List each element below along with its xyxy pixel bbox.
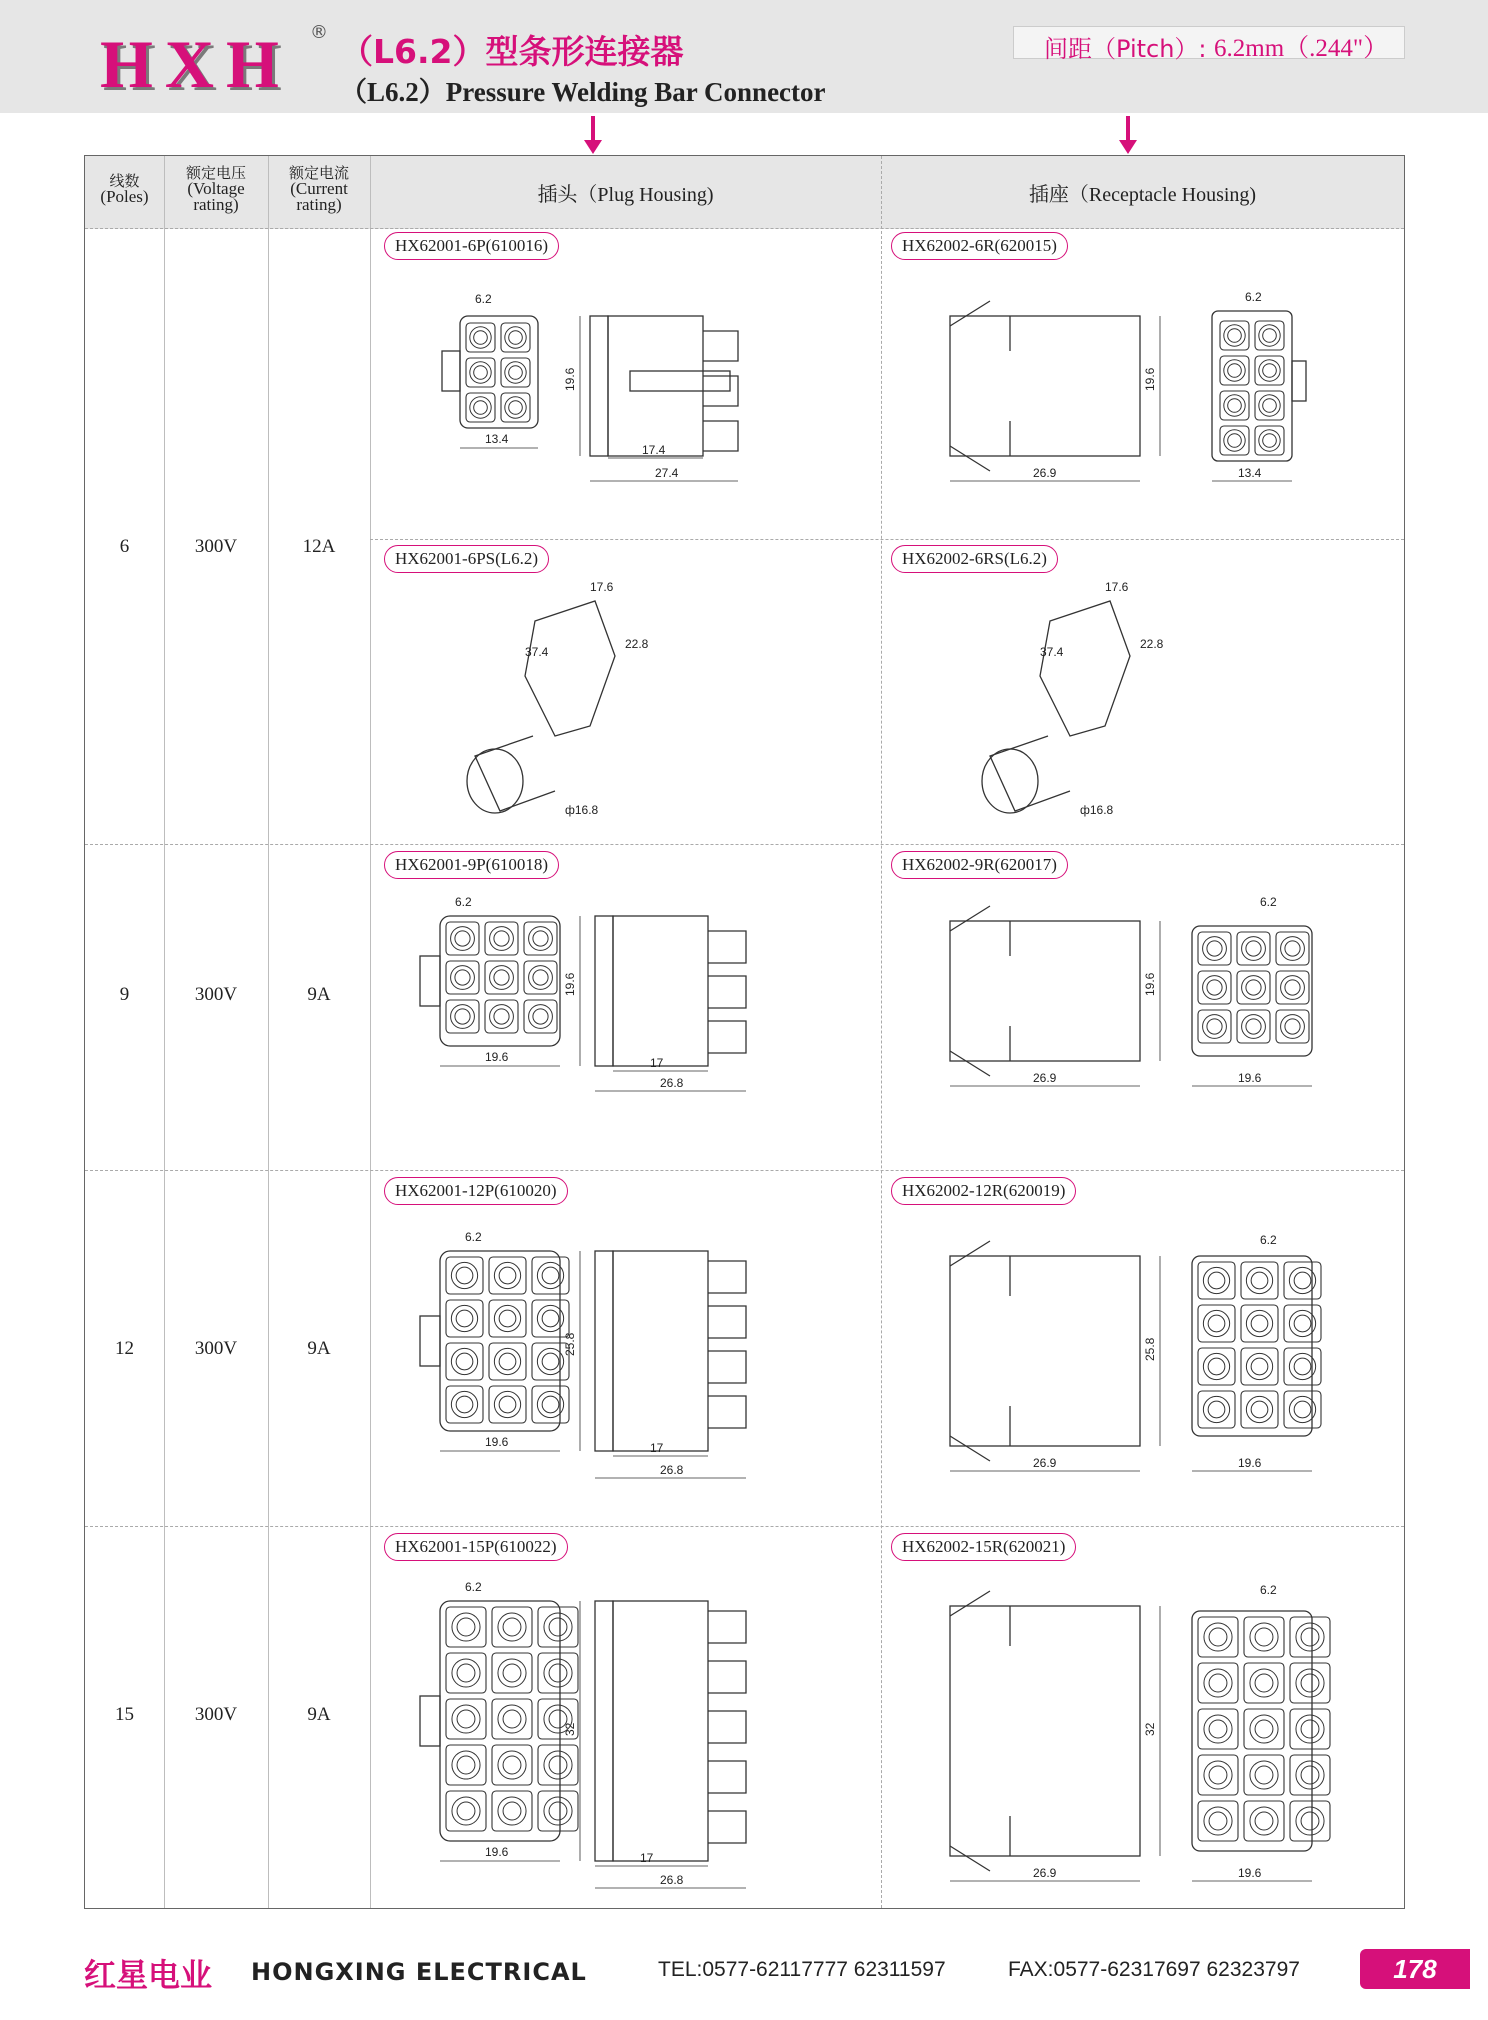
svg-text:17: 17 (640, 1851, 654, 1865)
contact-circle (455, 1009, 470, 1024)
contact-cavity (1220, 321, 1249, 350)
contact-circle (533, 1009, 548, 1024)
contact-cavity (1220, 426, 1249, 455)
col-divider (370, 156, 371, 1908)
poles-cell: 15 (115, 1704, 134, 1725)
contact-circle (1296, 1669, 1324, 1697)
pitch-label: 间距（Pitch）: (1044, 35, 1207, 63)
svg-text:17.4: 17.4 (642, 443, 666, 457)
row-divider (370, 539, 1404, 540)
contact-circle (1246, 980, 1261, 995)
contact-circle (1250, 1623, 1278, 1651)
part-number-tag: HX62002-15R(620021) (891, 1533, 1076, 1561)
contact-circle (503, 1710, 521, 1728)
contact-circle (499, 1353, 516, 1370)
contact-circle (1259, 430, 1280, 451)
contact-circle (1301, 1812, 1319, 1830)
contact-circle (1285, 1019, 1300, 1034)
svg-text:6.2: 6.2 (1260, 1583, 1277, 1597)
contact-circle (1228, 434, 1242, 448)
svg-text:13.4: 13.4 (485, 432, 509, 446)
contact-circle (455, 970, 470, 985)
company-name-cn: 红星电业 (84, 1956, 213, 1994)
contact-circle (1263, 364, 1277, 378)
contact-circle (1209, 1628, 1227, 1646)
contact-circle (505, 327, 526, 348)
contact-circle (1301, 1674, 1319, 1692)
contact-circle (494, 1391, 520, 1417)
plug-15p-drawing (410, 1576, 870, 1896)
contact-circle (1228, 399, 1242, 413)
contact-circle (494, 970, 509, 985)
svg-text:19.6: 19.6 (563, 972, 577, 996)
svg-text:19.6: 19.6 (1238, 1866, 1262, 1880)
contact-circle (1255, 1628, 1273, 1646)
svg-text:ф16.8: ф16.8 (1080, 803, 1114, 817)
voltage-header: 额定电压 (Voltage rating) (185, 164, 246, 214)
plug-12p-drawing (410, 1226, 870, 1491)
voltage-cell: 300V (194, 536, 238, 557)
svg-text:25.8: 25.8 (563, 1332, 577, 1356)
contact-circle (456, 1353, 473, 1370)
contact-circle (544, 1797, 572, 1825)
contact-circle (1204, 1807, 1232, 1835)
contact-cavity (466, 393, 495, 422)
company-name-en: HONGXING ELECTRICAL (251, 1958, 587, 1986)
svg-text:26.8: 26.8 (660, 1463, 684, 1477)
contact-cavity (1255, 321, 1284, 350)
contact-circle (494, 1009, 509, 1024)
contact-circle (1255, 1766, 1273, 1784)
contact-cavities (446, 922, 557, 1033)
plug-6p-drawing (430, 281, 870, 526)
contact-circle (1209, 1720, 1227, 1738)
svg-text:13.4: 13.4 (1238, 466, 1262, 480)
contact-circle (1203, 1353, 1229, 1379)
contact-circle (503, 1802, 521, 1820)
current-header: 额定电流 (Current rating) (288, 164, 349, 214)
contact-circle (505, 397, 526, 418)
contact-circle (544, 1751, 572, 1779)
svg-text:26.8: 26.8 (660, 1873, 684, 1887)
contact-circle (1250, 1807, 1278, 1835)
svg-text:22.8: 22.8 (1140, 637, 1164, 651)
contact-circle (451, 966, 475, 990)
contact-circle (503, 1664, 521, 1682)
receptacle-header: 插座（Receptacle Housing) (1028, 184, 1257, 206)
page-title-cn: （L6.2）型条形连接器 (340, 32, 684, 71)
contact-circle (1259, 395, 1280, 416)
svg-text:19.6: 19.6 (563, 367, 577, 391)
contact-circle (499, 1267, 516, 1284)
part-number-tag: HX62002-6R(620015) (891, 232, 1068, 260)
current-cell: 9A (307, 1338, 331, 1359)
svg-text:26.9: 26.9 (1033, 466, 1057, 480)
svg-text:22.8: 22.8 (625, 637, 649, 651)
contact-circle (1281, 1015, 1305, 1039)
contact-circle (1224, 360, 1245, 381)
svg-text:27.4: 27.4 (655, 466, 679, 480)
part-number-tag: HX62002-6RS(L6.2) (891, 545, 1058, 573)
contact-cavity (466, 358, 495, 387)
receptacle-12r-drawing (930, 1226, 1390, 1491)
contact-circle (549, 1664, 567, 1682)
contact-circle (1203, 976, 1227, 1000)
svg-text:6.2: 6.2 (455, 895, 472, 909)
contact-circle (533, 970, 548, 985)
contact-circle (1246, 1267, 1272, 1293)
svg-text:17: 17 (650, 1056, 664, 1070)
contact-circle (542, 1310, 559, 1327)
contact-circle (456, 1310, 473, 1327)
svg-text:6.2: 6.2 (475, 292, 492, 306)
contact-circle (490, 1005, 514, 1029)
contact-circle (1255, 1720, 1273, 1738)
arrow-down-icon (1126, 116, 1130, 142)
svg-text:6.2: 6.2 (465, 1230, 482, 1244)
contact-circle (498, 1705, 526, 1733)
part-number-tag: HX62001-9P(610018) (384, 851, 559, 879)
contact-circle (542, 1353, 559, 1370)
contact-circle (457, 1802, 475, 1820)
svg-text:6.2: 6.2 (465, 1580, 482, 1594)
col-divider (881, 156, 882, 1908)
contact-circle (1246, 941, 1261, 956)
col-divider (164, 156, 165, 1908)
contact-circle (544, 1705, 572, 1733)
page-number: 178 (1360, 1949, 1470, 1989)
contact-circle (1207, 980, 1222, 995)
svg-text:37.4: 37.4 (525, 645, 549, 659)
contact-circle (470, 327, 491, 348)
svg-text:6.2: 6.2 (1260, 895, 1277, 909)
contact-cavities (446, 1607, 578, 1831)
contact-circle (451, 1262, 477, 1288)
receptacle-9r-drawing (930, 886, 1390, 1106)
contact-circle (498, 1751, 526, 1779)
contact-circle (1203, 1310, 1229, 1336)
contact-circle (1209, 1674, 1227, 1692)
contact-circle (455, 931, 470, 946)
svg-text:26.9: 26.9 (1033, 1456, 1057, 1470)
contact-circle (474, 401, 488, 415)
row-divider (85, 1526, 1404, 1527)
contact-cavity (1255, 391, 1284, 420)
contact-circle (509, 366, 523, 380)
contact-circle (452, 1705, 480, 1733)
contact-circle (529, 1005, 553, 1029)
page-title-en: （L6.2）Pressure Welding Bar Connector (340, 77, 826, 107)
contact-circle (457, 1618, 475, 1636)
contact-circle (1246, 1310, 1272, 1336)
contact-circle (1204, 1715, 1232, 1743)
contact-circle (1204, 1761, 1232, 1789)
plug-header: 插头（Plug Housing) (537, 184, 714, 206)
part-number-tag: HX62001-6PS(L6.2) (384, 545, 549, 573)
contact-circle (1228, 364, 1242, 378)
svg-text:25.8: 25.8 (1143, 1337, 1157, 1361)
contact-circle (1224, 395, 1245, 416)
contact-cavities (466, 323, 530, 422)
contact-circle (549, 1802, 567, 1820)
svg-text:19.6: 19.6 (485, 1845, 509, 1859)
contact-circle (1263, 434, 1277, 448)
contact-circle (1301, 1766, 1319, 1784)
contact-circle (1208, 1272, 1225, 1289)
svg-text:17.6: 17.6 (590, 580, 614, 594)
contact-circle (470, 362, 491, 383)
contact-circle (542, 1396, 559, 1413)
pitch-badge (1013, 26, 1405, 63)
col-divider (268, 156, 269, 1908)
svg-text:26.8: 26.8 (660, 1076, 684, 1090)
svg-text:37.4: 37.4 (1040, 645, 1064, 659)
contact-cavities (446, 1257, 569, 1423)
telephone: TEL:0577-62117777 62311597 (658, 1958, 946, 1981)
fax: FAX:0577-62317697 62323797 (1008, 1958, 1300, 1981)
contact-circle (533, 931, 548, 946)
contact-circle (1224, 325, 1245, 346)
receptacle-15r-drawing (930, 1576, 1390, 1896)
contact-circle (1263, 329, 1277, 343)
contact-cavity (1255, 426, 1284, 455)
svg-text:6.2: 6.2 (1245, 290, 1262, 304)
contact-circle (494, 1348, 520, 1374)
contact-circle (451, 1391, 477, 1417)
contact-circle (1250, 1715, 1278, 1743)
contact-circle (499, 1396, 516, 1413)
contact-circle (503, 1618, 521, 1636)
contact-circle (529, 966, 553, 990)
registered-mark: ® (310, 22, 328, 43)
contact-cavity (466, 323, 495, 352)
contact-circle (1250, 1761, 1278, 1789)
svg-text:19.6: 19.6 (1143, 367, 1157, 391)
contact-circle (498, 1613, 526, 1641)
contact-circle (1209, 1766, 1227, 1784)
voltage-cell: 300V (194, 1338, 238, 1359)
contact-circle (1204, 1669, 1232, 1697)
contact-circle (1294, 1401, 1311, 1418)
contact-circle (498, 1797, 526, 1825)
svg-text:6.2: 6.2 (1260, 1233, 1277, 1247)
contact-circle (451, 1005, 475, 1029)
contact-circle (503, 1756, 521, 1774)
connector-table (84, 155, 1405, 1909)
contact-circle (549, 1710, 567, 1728)
contact-circle (498, 1659, 526, 1687)
svg-text:19.6: 19.6 (1238, 1456, 1262, 1470)
contact-circle (1259, 360, 1280, 381)
contact-circle (1208, 1358, 1225, 1375)
receptacle-6rs-iso-drawing (930, 576, 1230, 826)
contact-circle (1207, 1019, 1222, 1034)
contact-circle (490, 966, 514, 990)
voltage-cell: 300V (194, 1704, 238, 1725)
svg-text:19.6: 19.6 (485, 1435, 509, 1449)
contact-circle (452, 1659, 480, 1687)
plug-6ps-iso-drawing (415, 576, 715, 826)
contact-circle (1246, 1353, 1272, 1379)
part-number-tag: HX62001-6P(610016) (384, 232, 559, 260)
contact-circle (529, 927, 553, 951)
contact-circle (1296, 1761, 1324, 1789)
contact-circle (1301, 1720, 1319, 1738)
contact-circle (451, 927, 475, 951)
poles-header: 线数 (Poles) (100, 172, 149, 206)
contact-circle (1285, 980, 1300, 995)
contact-circle (1251, 1401, 1268, 1418)
current-cell: 9A (307, 984, 331, 1005)
pitch-value: 6.2mm（.244"） (1214, 35, 1389, 62)
contact-circle (457, 1664, 475, 1682)
current-cell: 12A (302, 536, 336, 557)
contact-circle (544, 1613, 572, 1641)
contact-circle (1251, 1315, 1268, 1332)
part-number-tag: HX62001-12P(610020) (384, 1177, 568, 1205)
contact-circle (1296, 1715, 1324, 1743)
contact-circle (544, 1659, 572, 1687)
contact-circle (470, 397, 491, 418)
contact-cavities (1198, 1617, 1330, 1841)
contact-circle (1203, 937, 1227, 961)
contact-circle (1255, 1674, 1273, 1692)
svg-text:17.6: 17.6 (1105, 580, 1129, 594)
contact-circle (1246, 1019, 1261, 1034)
contact-cavity (501, 358, 530, 387)
contact-circle (457, 1710, 475, 1728)
contact-circle (1250, 1669, 1278, 1697)
contact-circle (1294, 1272, 1311, 1289)
contact-circle (1281, 937, 1305, 961)
contact-circle (509, 331, 523, 345)
receptacle-6r-drawing (930, 281, 1370, 526)
part-number-tag: HX62001-15P(610022) (384, 1533, 568, 1561)
contact-circle (1281, 976, 1305, 1000)
contact-circle (1255, 1812, 1273, 1830)
contact-circle (1242, 976, 1266, 1000)
contact-circle (1203, 1396, 1229, 1422)
plug-9p-drawing (410, 886, 870, 1106)
contact-circle (494, 1262, 520, 1288)
contact-circle (1294, 1358, 1311, 1375)
contact-circle (509, 401, 523, 415)
svg-text:ф16.8: ф16.8 (565, 803, 599, 817)
contact-circle (494, 1305, 520, 1331)
contact-circle (1207, 941, 1222, 956)
contact-circle (474, 366, 488, 380)
row-divider (85, 844, 1404, 845)
contact-circle (549, 1756, 567, 1774)
poles-cell: 9 (119, 984, 130, 1005)
contact-circle (456, 1396, 473, 1413)
contact-circle (1208, 1401, 1225, 1418)
contact-circle (505, 362, 526, 383)
contact-cavities (1198, 932, 1309, 1043)
svg-text:26.9: 26.9 (1033, 1071, 1057, 1085)
contact-circle (1294, 1315, 1311, 1332)
brand-logo: HXH (100, 26, 291, 102)
part-number-tag: HX62002-9R(620017) (891, 851, 1068, 879)
contact-cavity (1220, 356, 1249, 385)
contact-circle (452, 1613, 480, 1641)
contact-circle (452, 1797, 480, 1825)
contact-circle (1208, 1315, 1225, 1332)
svg-text:17: 17 (650, 1441, 664, 1455)
svg-text:19.6: 19.6 (1238, 1071, 1262, 1085)
contact-circle (1296, 1807, 1324, 1835)
contact-circle (1301, 1628, 1319, 1646)
contact-circle (1251, 1358, 1268, 1375)
contact-cavity (501, 393, 530, 422)
contact-circle (1204, 1623, 1232, 1651)
contact-circle (451, 1305, 477, 1331)
contact-circle (452, 1751, 480, 1779)
row-divider (85, 1170, 1404, 1171)
svg-text:32: 32 (1143, 1722, 1157, 1736)
contact-circle (1242, 1015, 1266, 1039)
contact-circle (456, 1267, 473, 1284)
contact-circle (490, 927, 514, 951)
contact-circle (499, 1310, 516, 1327)
contact-circle (1263, 399, 1277, 413)
contact-circle (1246, 1396, 1272, 1422)
contact-cavity (1220, 391, 1249, 420)
contact-circle (1285, 941, 1300, 956)
contact-cavities (1220, 321, 1284, 455)
contact-circle (474, 331, 488, 345)
contact-circle (542, 1267, 559, 1284)
contact-circle (1296, 1623, 1324, 1651)
contact-circle (1203, 1267, 1229, 1293)
svg-text:32: 32 (563, 1722, 577, 1736)
contact-circle (1209, 1812, 1227, 1830)
contact-circle (1259, 325, 1280, 346)
part-number-tag: HX62002-12R(620019) (891, 1177, 1076, 1205)
contact-circle (1203, 1015, 1227, 1039)
contact-circle (457, 1756, 475, 1774)
voltage-cell: 300V (194, 984, 238, 1005)
contact-circle (494, 931, 509, 946)
contact-circle (1224, 430, 1245, 451)
svg-text:19.6: 19.6 (485, 1050, 509, 1064)
current-cell: 9A (307, 1704, 331, 1725)
contact-circle (1242, 937, 1266, 961)
svg-text:19.6: 19.6 (1143, 972, 1157, 996)
poles-cell: 12 (115, 1338, 134, 1359)
contact-cavities (1198, 1262, 1321, 1428)
poles-cell: 6 (119, 536, 130, 557)
contact-circle (1251, 1272, 1268, 1289)
contact-circle (451, 1348, 477, 1374)
contact-circle (549, 1618, 567, 1636)
contact-cavity (1255, 356, 1284, 385)
svg-text:26.9: 26.9 (1033, 1866, 1057, 1880)
row-divider (85, 228, 1404, 229)
arrow-down-icon (591, 116, 595, 142)
page-header (0, 0, 1488, 113)
contact-cavity (501, 323, 530, 352)
contact-circle (1228, 329, 1242, 343)
